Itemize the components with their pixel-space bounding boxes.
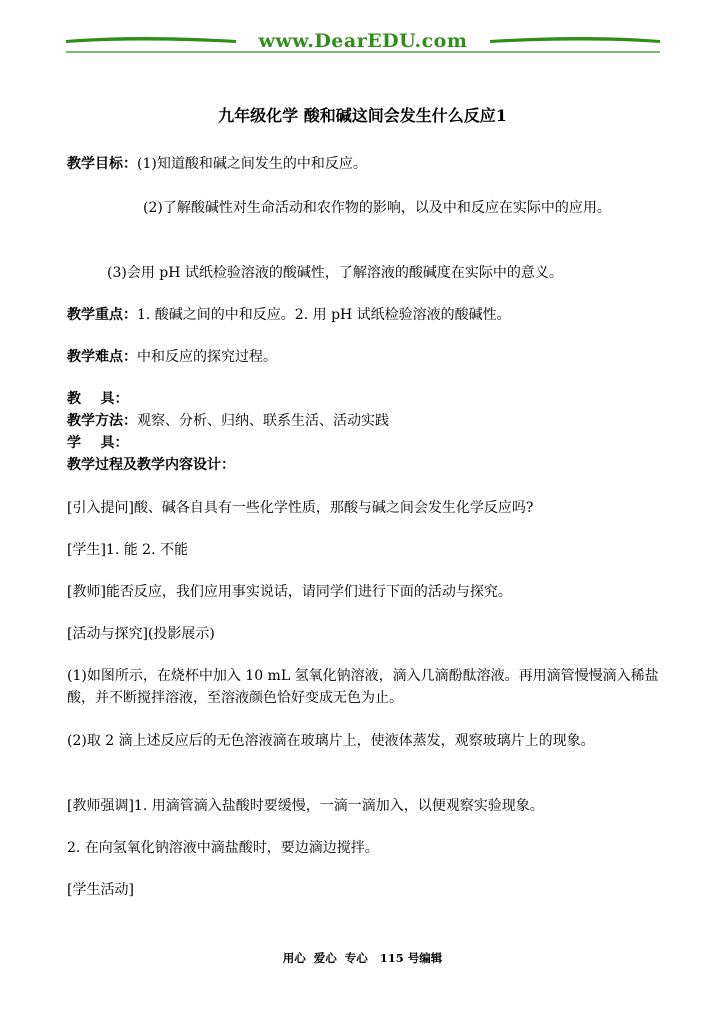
student-aids-label: 学 具： xyxy=(67,435,129,451)
goal-item-3: (3)会用 pH 试纸检验溶液的酸碱性，了解溶液的酸碱度在实际中的意义。 xyxy=(107,265,563,281)
teacher-emphasis-1: [教师强调]1. 用滴管滴入盐酸时要缓慢，一滴一滴加入，以便观察实验现象。 xyxy=(67,798,544,814)
goal-item-2: (2)了解酸碱性对生命活动和农作物的影响，以及中和反应在实际中的应用。 xyxy=(143,200,611,216)
process-heading: 教学过程及教学内容设计： xyxy=(67,457,235,473)
methods-label: 教学方法： xyxy=(67,413,137,429)
activity-heading: [活动与探究](投影展示) xyxy=(67,626,215,642)
activity-step-1: (1)如图所示，在烧杯中加入 10 mL 氢氧化钠溶液，滴入几滴酚酞溶液。再用滴管慢慢滴入稀盐酸，并不断搅拌溶液，至溶液颜色恰好变成无色为止。 xyxy=(67,668,659,706)
key-points xyxy=(67,304,662,326)
site-logo-text[interactable]: www.DearEDU.com xyxy=(258,30,468,52)
student-activity: [学生活动] xyxy=(67,882,134,898)
goals-label: 教学目标： xyxy=(67,156,137,172)
difficulty-text: 中和反应的探究过程。 xyxy=(137,349,277,365)
teaching-aids-label: 教 具： xyxy=(67,391,129,407)
student-aids xyxy=(67,432,662,454)
activity-step-2: (2)取 2 滴上述反应后的无色溶液滴在玻璃片上，使液体蒸发，观察玻璃片上的现象。 xyxy=(67,733,595,749)
key-points-text: 1. 酸碱之间的中和反应。2. 用 pH 试纸检验溶液的酸碱性。 xyxy=(137,307,511,323)
difficulty xyxy=(67,346,662,368)
methods-text: 观察、分析、归纳、联系生活、活动实践 xyxy=(137,413,389,429)
key-points-label: 教学重点： xyxy=(67,307,137,323)
teaching-aids xyxy=(67,388,662,410)
difficulty-label: 教学难点： xyxy=(67,349,137,365)
intro-question: [引入提问]酸、碱各自具有一些化学性质，那酸与碱之间会发生化学反应吗? xyxy=(67,500,534,516)
site-header xyxy=(66,26,660,56)
page-title: 九年级化学 酸和碱这间会发生什么反应1 xyxy=(218,106,507,125)
student-answer: [学生]1. 能 2. 不能 xyxy=(67,542,188,558)
methods xyxy=(67,410,662,432)
goal-item-1: (1)知道酸和碱之间发生的中和反应。 xyxy=(137,156,367,172)
goals-line-1 xyxy=(67,153,662,175)
teacher-remark: [教师]能否反应，我们应用事实说话，请同学们进行下面的活动与探究。 xyxy=(67,584,512,600)
teacher-emphasis-2: 2. 在向氢氧化钠溶液中滴盐酸时，要边滴边搅拌。 xyxy=(67,840,379,856)
page-footer: 用心 爱心 专心 115 号编辑 xyxy=(282,951,443,965)
